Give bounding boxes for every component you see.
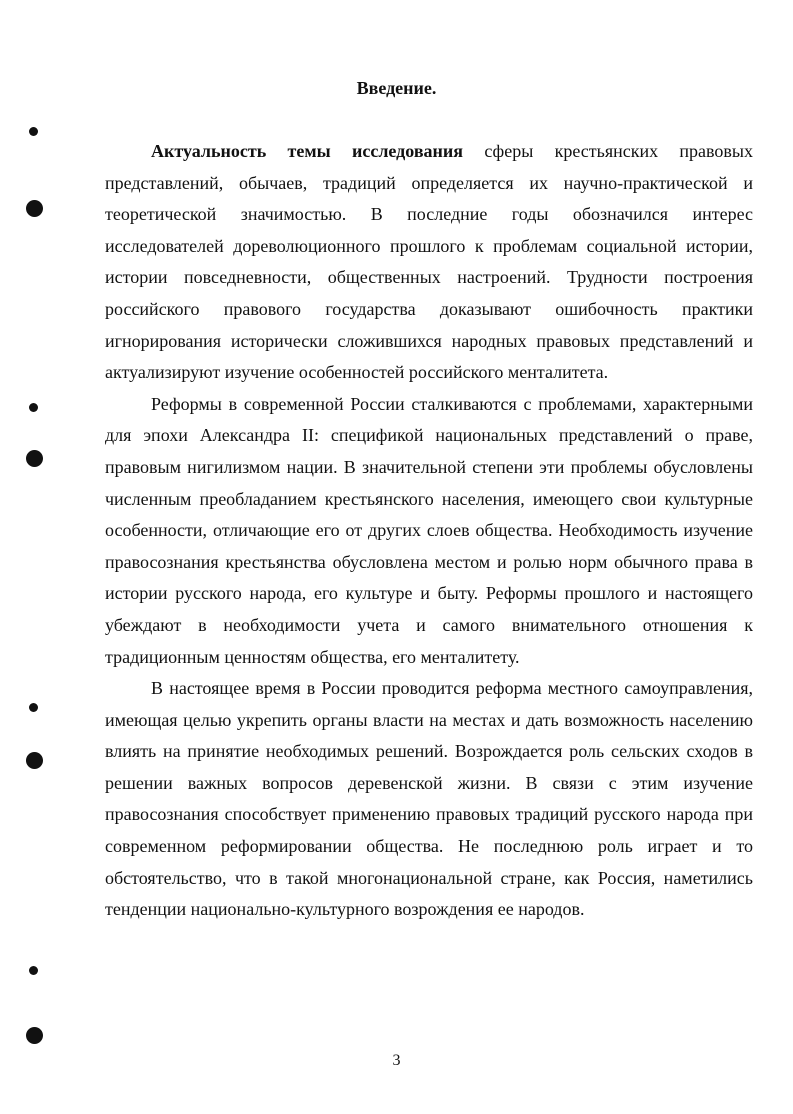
paragraph-lead-bold: Актуальность темы исследования bbox=[151, 141, 464, 161]
paragraph-text: сферы крестьянских правовых представлений, обычаев, традиций определяется их научно-практической и теоретической значимостью. В последние годы обозначился интерес исследователей дореволюционного прошлого к проблемам социальной истории, истории повседневности, общественных настроений. Трудности построения российского правового государства доказывают ошибочность практики игнорирования исторически сложившихся народных правовых представлений и актуализируют изучение особенностей российского менталитета. bbox=[105, 141, 753, 383]
paragraph-reforms: Реформы в современной России сталкиваются с проблемами, характерными для эпохи Александра II: спецификой национальных представлений о праве, правовым нигилизмом нации. В значительной степени эти проблемы обусловлены численным преобладанием крестьянского населения, имеющего свои культурные особенности, отличающие его от других слоев общества. Необходимость изучение правосознания крестьянства обусловлена местом и ролью норм обычного права в истории русского народа, его культуре и быту. Реформы прошлого и настоящего убеждают в необходимости учета и самого внимательного отношения к традиционным ценностям общества, его менталитету. bbox=[105, 393, 753, 667]
document-body bbox=[105, 136, 753, 926]
document-title: Введение. bbox=[356, 78, 437, 98]
binder-hole bbox=[26, 752, 43, 769]
binder-hole-mark bbox=[29, 966, 38, 975]
binder-hole bbox=[26, 1027, 43, 1044]
page-number: 3 bbox=[392, 1052, 401, 1069]
binder-hole-mark bbox=[29, 703, 38, 712]
binder-hole bbox=[26, 450, 43, 467]
paragraph-relevance bbox=[105, 136, 753, 389]
binder-hole bbox=[26, 200, 43, 217]
binder-hole-mark bbox=[29, 127, 38, 136]
paragraph-self-government: В настоящее время в России проводится реформа местного самоуправления, имеющая целью укрепить органы власти на местах и дать возможность населению влиять на принятие необходимых решений. Возрождается роль сельских сходов в решении важных вопросов деревенской жизни. В связи с этим изучение правосознания способствует применению правовых традиций русского народа при современном реформировании общества. Не последнюю роль играет и то обстоятельство, что в такой многонациональной стране, как Россия, наметились тенденции национально-культурного возрождения ее народов. bbox=[105, 678, 753, 920]
binder-hole-mark bbox=[29, 403, 38, 412]
